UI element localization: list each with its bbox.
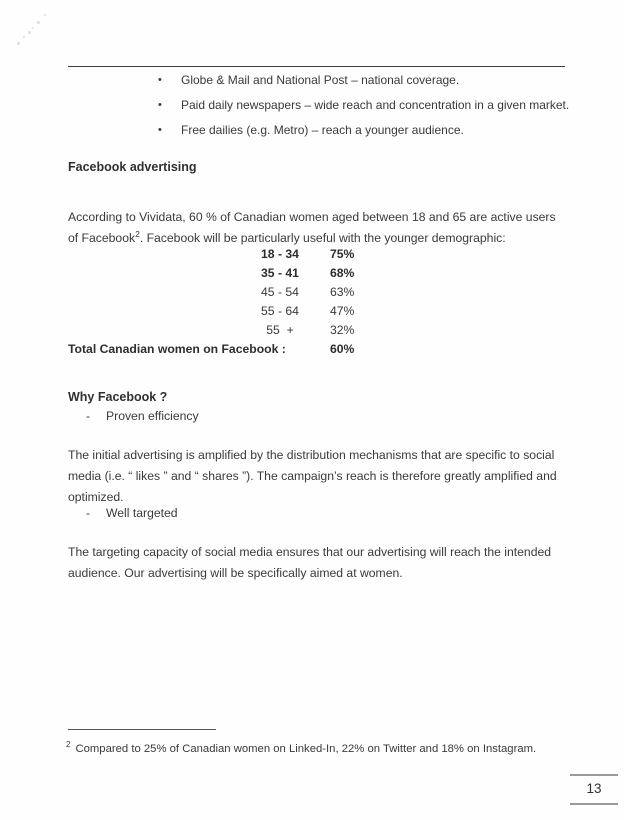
bullet-icon: • [158,74,162,86]
total-label: Total Canadian women on Facebook : [68,342,286,356]
list-item [158,72,578,88]
age-demographics-table [0,247,624,361]
percentage-cell: 63% [330,285,355,299]
footnote-text: Compared to 25% of Canadian women on Linked-In, 22% on Twitter and 18% on Instagram. [75,742,537,755]
bullet-text: Globe & Mail and National Post – national coverage. [181,73,460,87]
age-range-cell: 45 - 54 [261,285,299,299]
targeting-paragraph: The targeting capacity of social media ensures that our advertising will reach the intended audience. Our advertising will be specifically aimed at women. [68,545,552,581]
footnote-number: 2 [66,740,71,749]
age-range-cell: 55 - 64 [261,304,299,318]
percentage-cell: 75% [330,247,355,261]
intro-text: According to Vividata, 60 % of Canadian women aged between 18 and 65 are active users of Facebook [68,210,556,246]
section-heading-why-facebook: Why Facebook ? [68,390,168,404]
list-item [158,97,578,113]
table-row [0,247,624,266]
percentage-cell: 32% [330,323,355,337]
intro-text-continued: . Facebook will be particularly useful with the younger demographic: [139,231,506,246]
bullet-text: Free dailies (e.g. Metro) – reach a younger audience. [181,123,464,137]
table-row [0,285,624,304]
percentage-cell: 47% [330,304,355,318]
dash-marker: - [86,506,91,520]
footnote-reference: 2 [135,229,140,240]
dash-item-text: Well targeted [106,506,178,520]
age-range-cell: 35 - 41 [261,266,299,280]
intro-paragraph [68,207,562,249]
bullet-icon: • [158,99,162,111]
list-item [158,122,578,138]
bullet-icon: • [158,124,162,136]
table-row [0,323,624,342]
section-heading-facebook-advertising: Facebook advertising [68,160,197,174]
efficiency-paragraph: The initial advertising is amplified by the distribution mechanisms that are specific to social media (i.e. “ likes ” and “ shares ”). The campaign’s reach is therefore greatly amplified and optimized. [68,448,557,505]
table-row [0,304,624,323]
table-total-row [0,342,624,361]
footnote [66,737,566,757]
bullet-text: Paid daily newspapers – wide reach and concentration in a given market. [181,98,570,112]
dash-item-text: Proven efficiency [106,409,199,423]
total-percentage-cell: 60% [330,342,355,356]
table-row [0,266,624,285]
page-number: 13 [570,774,618,805]
top-rule [68,66,565,67]
dash-marker: - [86,409,91,423]
percentage-cell: 68% [330,266,355,280]
age-range-cell: 55 + [266,323,294,337]
footnote-separator [68,729,216,730]
newspaper-bullet-list [158,72,578,147]
age-range-cell: 18 - 34 [261,247,299,261]
